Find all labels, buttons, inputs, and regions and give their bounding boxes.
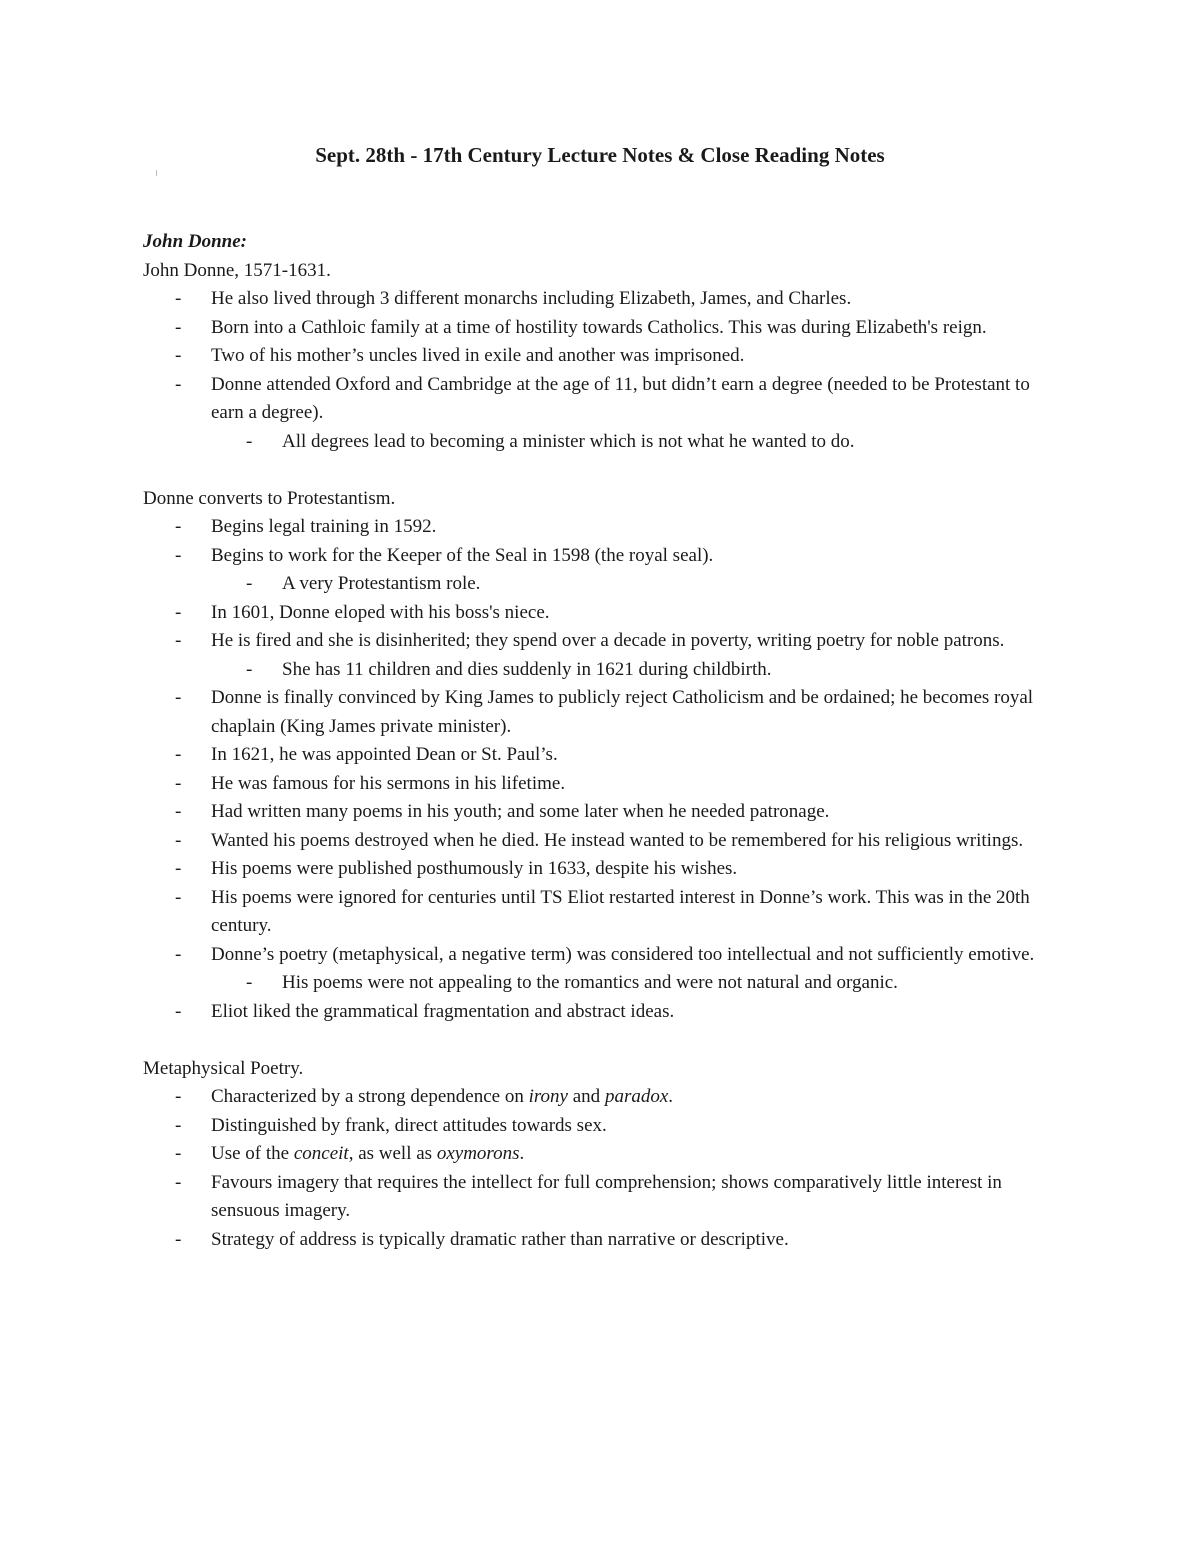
text-run: Use of the xyxy=(211,1143,294,1164)
bullet-list xyxy=(143,285,1063,456)
sub-bullet-list xyxy=(211,969,1063,998)
bullet-dash: - xyxy=(175,1171,182,1193)
list-item xyxy=(143,513,1063,542)
bullet-list xyxy=(143,1083,1063,1254)
notes-body xyxy=(143,228,1063,1254)
list-item-text: Strategy of address is typically dramatic rather than narrative or descriptive. xyxy=(211,1228,789,1250)
list-item xyxy=(143,941,1063,998)
bullet-dash: - xyxy=(175,744,182,765)
list-item xyxy=(143,741,1063,770)
list-item-text: Two of his mother’s uncles lived in exile and another was imprisoned. xyxy=(211,345,745,366)
bullet-dash: - xyxy=(175,516,182,537)
list-item xyxy=(143,998,1063,1027)
list-item xyxy=(143,599,1063,628)
paragraph-gap xyxy=(143,456,1063,485)
list-item-text: Begins to work for the Keeper of the Seal in 1598 (the royal seal). xyxy=(211,544,714,566)
bullet-dash: - xyxy=(175,373,182,395)
text-run: . xyxy=(519,1143,525,1164)
text-run: . xyxy=(668,1086,674,1107)
list-item-text: Born into a Cathloic family at a time of hostility towards Catholics. This was during Elizabeth's reign. xyxy=(211,316,987,338)
list-item-text: Donne is finally convinced by King James to publicly reject Catholicism and be ordained; he becomes royal chaplain (King James private minister). xyxy=(211,687,1034,737)
bullet-dash: - xyxy=(246,430,253,452)
list-item-text: Wanted his poems destroyed when he died. He instead wanted to be remembered for his religious writings. xyxy=(211,829,1024,851)
bullet-dash: - xyxy=(175,316,182,338)
italic-term-paradox: paradox xyxy=(604,1086,669,1107)
bullet-dash: - xyxy=(175,1000,182,1022)
list-item-text: Had written many poems in his youth; and some later when he needed patronage. xyxy=(211,801,830,822)
list-item xyxy=(143,1169,1063,1226)
list-item-text: A very Protestantism role. xyxy=(282,573,481,594)
list-item xyxy=(143,371,1063,457)
list-item xyxy=(143,1140,1063,1169)
section-intro: Metaphysical Poetry. xyxy=(143,1057,304,1079)
page-title: Sept. 28th - 17th Century Lecture Notes & Close Reading Notes xyxy=(315,143,885,167)
sub-list-item xyxy=(211,969,1063,998)
bullet-dash: - xyxy=(175,829,182,851)
list-item-text xyxy=(211,1143,524,1164)
sub-list-item xyxy=(211,570,1063,599)
list-item-text: She has 11 children and dies suddenly in 1621 during childbirth. xyxy=(282,658,772,680)
bullet-dash: - xyxy=(175,801,182,822)
bullet-dash: - xyxy=(175,886,182,908)
text-run: Characterized by a strong dependence on xyxy=(211,1086,529,1107)
bullet-dash: - xyxy=(175,1114,182,1136)
list-item xyxy=(143,855,1063,884)
bullet-dash: - xyxy=(175,1143,182,1164)
bullet-dash: - xyxy=(175,345,182,366)
list-item-text: His poems were published posthumously in 1633, despite his wishes. xyxy=(211,858,738,879)
list-item xyxy=(143,285,1063,314)
sub-list-item xyxy=(211,656,1063,685)
bullet-dash: - xyxy=(246,658,253,680)
bullet-dash: - xyxy=(175,687,182,708)
bullet-dash: - xyxy=(175,288,182,309)
list-item-text: In 1601, Donne eloped with his boss's niece. xyxy=(211,601,550,623)
list-item-text: In 1621, he was appointed Dean or St. Paul’s. xyxy=(211,744,558,765)
paragraph-gap xyxy=(143,1026,1063,1055)
bullet-dash: - xyxy=(175,858,182,879)
list-item xyxy=(143,1083,1063,1112)
section-intro: Donne converts to Protestantism. xyxy=(143,487,396,509)
list-item-text: His poems were not appealing to the romantics and were not natural and organic. xyxy=(282,972,898,993)
sub-list-item xyxy=(211,428,1063,457)
bullet-dash: - xyxy=(175,772,182,794)
list-item xyxy=(143,342,1063,371)
list-item-text: He was famous for his sermons in his lifetime. xyxy=(211,772,566,794)
list-item xyxy=(143,884,1063,941)
list-item-text: Donne attended Oxford and Cambridge at the age of 11, but didn’t earn a degree (needed to be Protestant to earn a degree). xyxy=(211,373,1030,423)
list-item xyxy=(143,1112,1063,1141)
text-run: , as well as xyxy=(348,1143,437,1164)
bullet-dash: - xyxy=(246,972,253,993)
list-item xyxy=(143,542,1063,599)
text-run: and xyxy=(568,1086,605,1107)
list-item xyxy=(143,1226,1063,1255)
list-item xyxy=(143,770,1063,799)
list-item-text: His poems were ignored for centuries until TS Eliot restarted interest in Donne’s work. This was in the 20th century. xyxy=(211,886,1030,936)
list-item-text: Favours imagery that requires the intellect for full comprehension; shows comparatively little interest in sensuous imagery. xyxy=(211,1171,1002,1221)
list-item-text: He also lived through 3 different monarchs including Elizabeth, James, and Charles. xyxy=(211,288,852,309)
bullet-dash: - xyxy=(175,1086,182,1107)
bullet-dash: - xyxy=(175,601,182,623)
list-item-text: Distinguished by frank, direct attitudes towards sex. xyxy=(211,1114,607,1136)
italic-term-irony: irony xyxy=(528,1086,568,1107)
section-intro: John Donne, 1571-1631. xyxy=(143,259,331,281)
bullet-dash: - xyxy=(246,573,253,594)
italic-term-conceit: conceit xyxy=(293,1143,349,1164)
list-item-text xyxy=(211,1086,673,1107)
list-item xyxy=(143,827,1063,856)
list-item xyxy=(143,627,1063,684)
bullet-dash: - xyxy=(175,943,182,965)
bullet-list xyxy=(143,513,1063,1026)
bullet-dash: - xyxy=(175,1228,182,1250)
sub-bullet-list xyxy=(211,428,1063,457)
italic-term-oxymorons: oxymorons xyxy=(436,1143,520,1164)
list-item xyxy=(143,684,1063,741)
list-item-text: Donne’s poetry (metaphysical, a negative term) was considered too intellectual and not sufficiently emotive. xyxy=(211,943,1035,965)
list-item-text: All degrees lead to becoming a minister which is not what he wanted to do. xyxy=(282,430,855,452)
list-item xyxy=(143,798,1063,827)
section-heading-john-donne: John Donne: xyxy=(143,231,247,252)
list-item xyxy=(143,314,1063,343)
sub-bullet-list xyxy=(211,656,1063,685)
cursor-mark xyxy=(156,170,157,176)
list-item-text: Begins legal training in 1592. xyxy=(211,516,437,537)
bullet-dash: - xyxy=(175,544,182,566)
list-item-text: Eliot liked the grammatical fragmentation and abstract ideas. xyxy=(211,1000,675,1022)
bullet-dash: - xyxy=(175,630,182,651)
sub-bullet-list xyxy=(211,570,1063,599)
list-item-text: He is fired and she is disinherited; they spend over a decade in poverty, writing poetry for noble patrons. xyxy=(211,630,1005,651)
